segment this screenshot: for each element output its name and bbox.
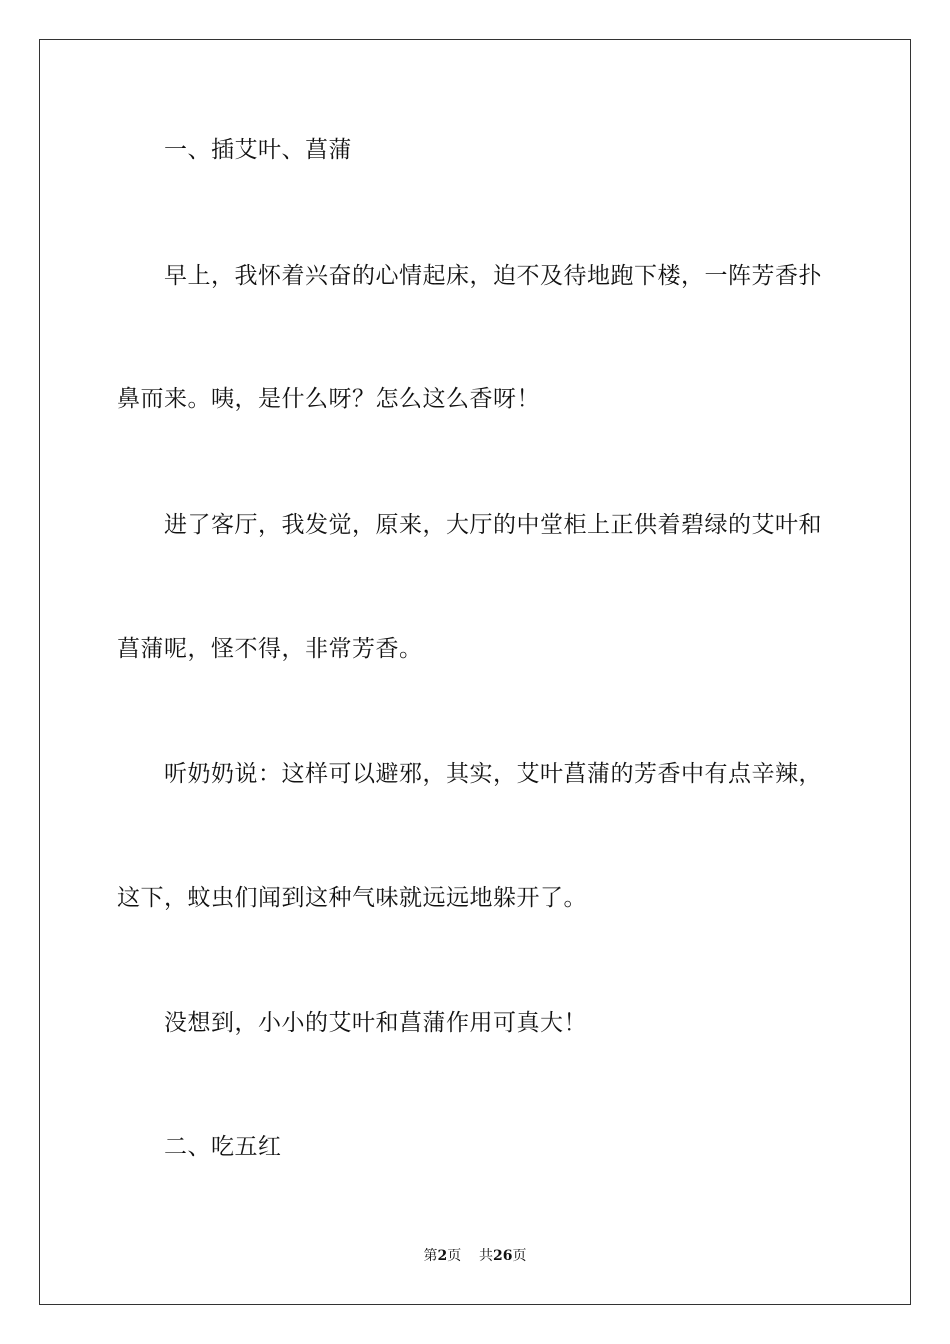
section-heading-1: 一、插艾叶、菖蒲 — [164, 137, 352, 163]
footer-page-number: 2 — [437, 1248, 448, 1264]
footer-total-prefix: 共 — [479, 1248, 494, 1264]
paragraph-line-2: 鼻而来。咦，是什么呀？怎么这么香呀！ — [117, 386, 540, 412]
footer-total-suffix: 页 — [512, 1248, 527, 1264]
footer-total-number: 26 — [493, 1248, 513, 1264]
paragraph-line-3: 进了客厅，我发觉，原来，大厅的中堂柜上正供着碧绿的艾叶和 — [164, 512, 822, 538]
page-footer — [0, 1246, 950, 1266]
paragraph-line-1: 早上，我怀着兴奋的心情起床，迫不及待地跑下楼，一阵芳香扑 — [164, 263, 822, 289]
paragraph-line-5: 听奶奶说：这样可以避邪，其实，艾叶菖蒲的芳香中有点辛辣， — [164, 761, 822, 787]
paragraph-line-6: 这下，蚊虫们闻到这种气味就远远地躲开了。 — [117, 885, 587, 911]
paragraph-line-7: 没想到，小小的艾叶和菖蒲作用可真大！ — [164, 1010, 587, 1036]
section-heading-2: 二、吃五红 — [164, 1134, 282, 1160]
footer-page-suffix: 页 — [447, 1248, 462, 1264]
footer-page-prefix: 第 — [423, 1248, 438, 1264]
page-border — [39, 39, 911, 1305]
paragraph-line-4: 菖蒲呢，怪不得，非常芳香。 — [117, 636, 423, 662]
